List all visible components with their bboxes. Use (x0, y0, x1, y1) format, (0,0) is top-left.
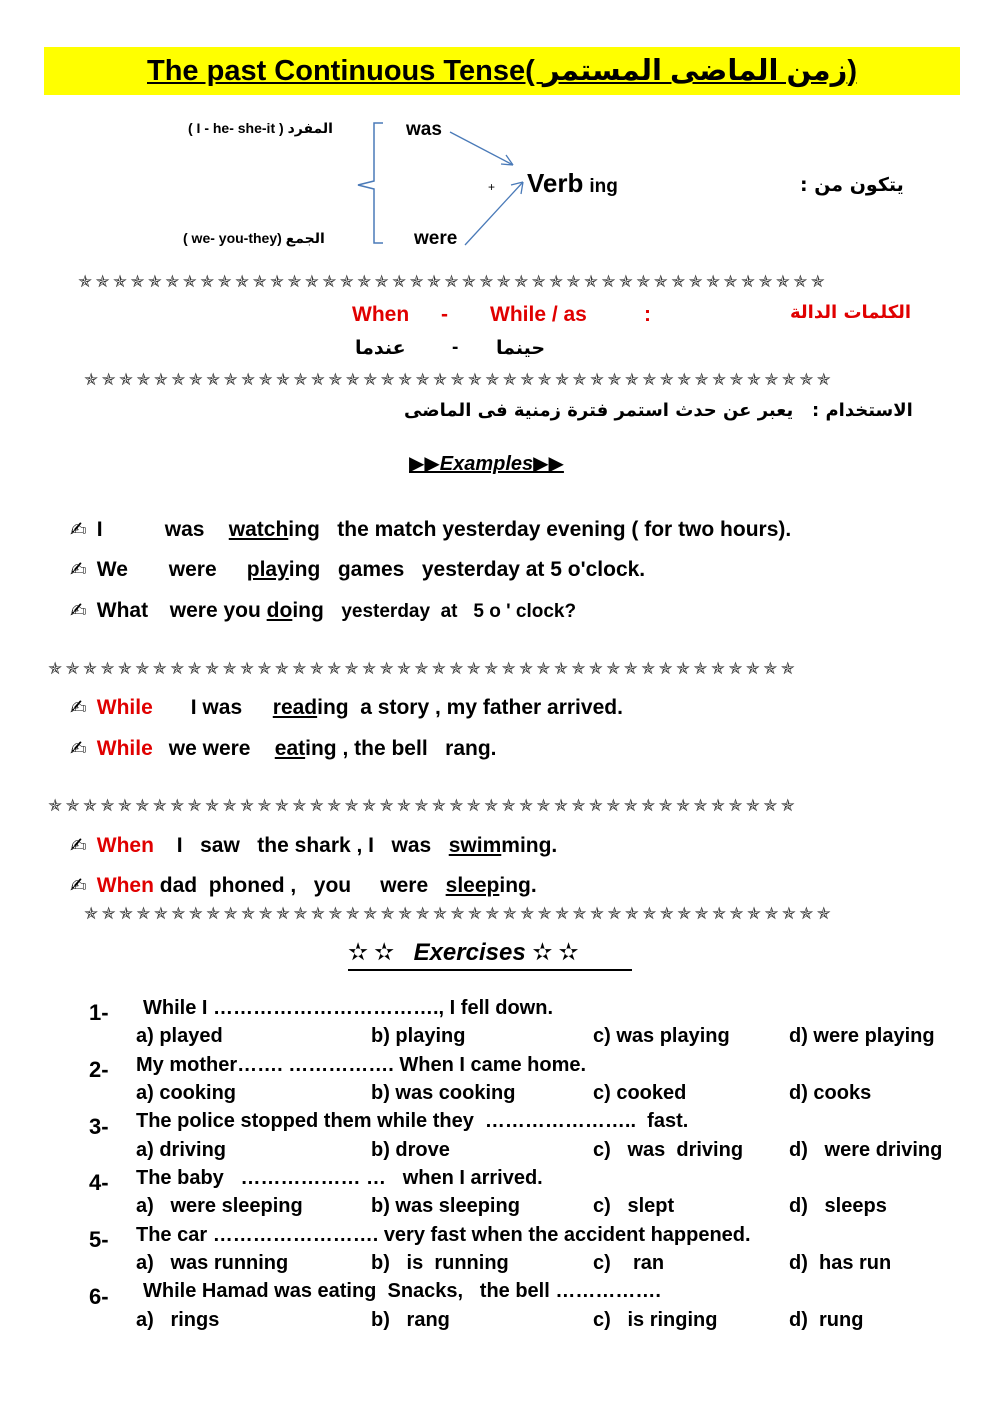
star-divider: ✯✯✯✯✯✯✯✯✯✯✯✯✯✯✯✯✯✯✯✯✯✯✯✯✯✯✯✯✯✯✯✯✯✯✯✯✯✯✯✯✯✯✯ (78, 272, 829, 292)
keywords-label: الكلمات الدالة (790, 302, 912, 323)
example-sentence-2 (70, 557, 645, 582)
exercise-number: 5- (89, 1227, 109, 1252)
option-b[interactable]: b) was sleeping (371, 1195, 520, 1217)
star-divider: ✯✯✯✯✯✯✯✯✯✯✯✯✯✯✯✯✯✯✯✯✯✯✯✯✯✯✯✯✯✯✯✯✯✯✯✯✯✯✯✯✯✯✯ (84, 904, 835, 924)
were-label: were (414, 228, 458, 249)
option-c[interactable]: c) was playing (593, 1025, 730, 1047)
when-verb-ending: ming. (501, 834, 558, 857)
keyword-while-arabic: حينما (496, 337, 546, 359)
option-c[interactable]: c) cooked (593, 1082, 687, 1104)
while-verb-ending: ing (317, 696, 349, 719)
while-keyword: While (96, 737, 153, 760)
example-verb-ending: ing (292, 599, 324, 622)
while-verb-stem: read (272, 696, 318, 719)
pen-icon: ✍ (70, 736, 87, 760)
exercise-number: 4- (89, 1170, 109, 1195)
title-bar (44, 47, 960, 95)
example-aux: was (164, 518, 205, 541)
example-verb-stem: do (266, 599, 293, 622)
plus-sign: + (488, 180, 496, 194)
when-example-1 (70, 833, 557, 858)
example-sentence-1 (70, 517, 791, 542)
exercise-question: The baby ……………… … when I arrived. (136, 1167, 543, 1189)
exercise-number: 3- (89, 1114, 109, 1139)
example-rest: games yesterday at 5 o'clock. (337, 558, 646, 581)
option-b[interactable]: b) was cooking (371, 1082, 516, 1104)
page-title: The past Continuous Tense( زمن الماضى المستمر) (147, 55, 857, 87)
usage-description: يعبر عن حدث استمر فترة زمنية فى الماضى (404, 400, 794, 421)
example-sentence-3 (70, 598, 576, 623)
singular-pronouns-text: ( I - he- she-it ) (188, 120, 284, 136)
option-a[interactable]: a) were sleeping (136, 1195, 303, 1217)
consists-of-label: يتكون من : (800, 174, 904, 196)
example-rest: the match yesterday evening ( for two hours). (337, 518, 792, 541)
example-verb-ending: ing (288, 518, 320, 541)
example-rest: yesterday at 5 o ' clock? (341, 601, 577, 622)
example-aux: were you (169, 599, 261, 622)
when-keyword: When (96, 834, 154, 857)
option-d[interactable]: d) cooks (789, 1082, 872, 1104)
pen-icon: ✍ (70, 833, 87, 857)
example-verb-stem: watch (228, 518, 289, 541)
option-a[interactable]: a) driving (136, 1139, 227, 1161)
example-verb-stem: play (246, 558, 289, 581)
exercise-question: While I ……………………………., I fell down. (143, 997, 553, 1019)
keyword-when: When (352, 303, 410, 326)
while-verb-stem: eat (274, 737, 306, 760)
when-pre: dad phoned , you were (159, 874, 429, 897)
while-example-2 (70, 736, 497, 761)
when-verb-stem: sleep (445, 874, 500, 897)
while-rest: a story , my father arrived. (360, 696, 623, 719)
star-icon: ✫✫ (348, 938, 401, 966)
keyword-dash-arabic: - (452, 337, 459, 358)
plural-pronouns-text: ( we- you-they) (183, 230, 282, 246)
option-d[interactable]: d) has run (789, 1252, 892, 1274)
option-d[interactable]: d) sleeps (789, 1195, 887, 1217)
usage-text (404, 400, 913, 421)
verb-word: Verb (527, 168, 584, 198)
option-a[interactable]: a) was running (136, 1252, 289, 1274)
exercise-question: The car ……………………. very fast when the accident happened. (136, 1224, 751, 1246)
when-keyword: When (96, 874, 154, 897)
while-example-1 (70, 695, 623, 720)
when-example-2 (70, 873, 537, 898)
option-b[interactable]: b) drove (371, 1139, 450, 1161)
pen-icon: ✍ (70, 517, 87, 541)
while-rest: , the bell rang. (342, 737, 497, 760)
verb-label (527, 168, 618, 199)
exercise-number: 2- (89, 1057, 109, 1082)
star-divider: ✯✯✯✯✯✯✯✯✯✯✯✯✯✯✯✯✯✯✯✯✯✯✯✯✯✯✯✯✯✯✯✯✯✯✯✯✯✯✯✯✯✯✯ (48, 659, 799, 679)
option-a[interactable]: a) rings (136, 1309, 220, 1331)
ing-suffix: ing (589, 176, 618, 197)
when-pre: I saw the shark , I was (176, 834, 432, 857)
while-verb-ending: ing (305, 737, 337, 760)
exercises-title: Exercises (413, 939, 526, 966)
example-subject: I (96, 518, 103, 541)
example-verb-ending: ing (288, 558, 321, 581)
option-c[interactable]: c) slept (593, 1195, 675, 1217)
while-keyword: While (96, 696, 153, 719)
when-verb-ending: ing. (499, 874, 537, 897)
option-b[interactable]: b) playing (371, 1025, 466, 1047)
pen-icon: ✍ (70, 557, 87, 581)
star-icon: ✫✫ (532, 938, 585, 966)
plural-pronouns (183, 230, 325, 247)
while-pre: I was (190, 696, 243, 719)
keyword-dash: - (441, 303, 448, 326)
exercise-number: 1- (89, 1000, 109, 1025)
usage-label: الاستخدام : (812, 400, 913, 421)
keyword-while-as: While / as (490, 303, 587, 326)
keyword-colon: : (644, 303, 651, 326)
singular-pronouns (188, 120, 333, 137)
option-a[interactable]: a) played (136, 1025, 223, 1047)
exercise-question: The police stopped them while they ………………….. fast. (136, 1110, 689, 1132)
exercises-heading (348, 938, 632, 971)
pen-icon: ✍ (70, 873, 87, 897)
option-d[interactable]: d) were driving (789, 1139, 943, 1161)
option-c[interactable]: c) ran (593, 1252, 665, 1274)
star-divider: ✯✯✯✯✯✯✯✯✯✯✯✯✯✯✯✯✯✯✯✯✯✯✯✯✯✯✯✯✯✯✯✯✯✯✯✯✯✯✯✯✯✯✯ (48, 796, 799, 816)
option-b[interactable]: b) is running (371, 1252, 509, 1274)
option-b[interactable]: b) rang (371, 1309, 450, 1331)
was-label: was (406, 119, 442, 140)
option-d[interactable]: d) were playing (789, 1025, 935, 1047)
option-d[interactable]: d) rung (789, 1309, 864, 1331)
option-c[interactable]: c) was driving (593, 1139, 744, 1161)
while-pre: we were (168, 737, 251, 760)
exercise-question: My mother……. ……………. When I came home. (136, 1054, 587, 1076)
exercise-question: While Hamad was eating Snacks, the bell ……………. (143, 1280, 661, 1302)
example-aux: were (168, 558, 217, 581)
singular-label: المفرد (287, 121, 333, 137)
examples-heading: ▶▶Examples▶▶ (409, 453, 564, 475)
option-c[interactable]: c) is ringing (593, 1309, 718, 1331)
option-a[interactable]: a) cooking (136, 1082, 237, 1104)
pen-icon: ✍ (70, 695, 87, 719)
when-verb-stem: swim (448, 834, 502, 857)
pen-icon: ✍ (70, 598, 87, 622)
exercise-number: 6- (89, 1284, 109, 1309)
star-divider: ✯✯✯✯✯✯✯✯✯✯✯✯✯✯✯✯✯✯✯✯✯✯✯✯✯✯✯✯✯✯✯✯✯✯✯✯✯✯✯✯✯✯✯ (84, 370, 835, 390)
example-subject: What (96, 599, 149, 622)
keyword-when-arabic: عندما (355, 337, 406, 359)
plural-label: الجمع (285, 231, 325, 247)
example-subject: We (96, 558, 128, 581)
